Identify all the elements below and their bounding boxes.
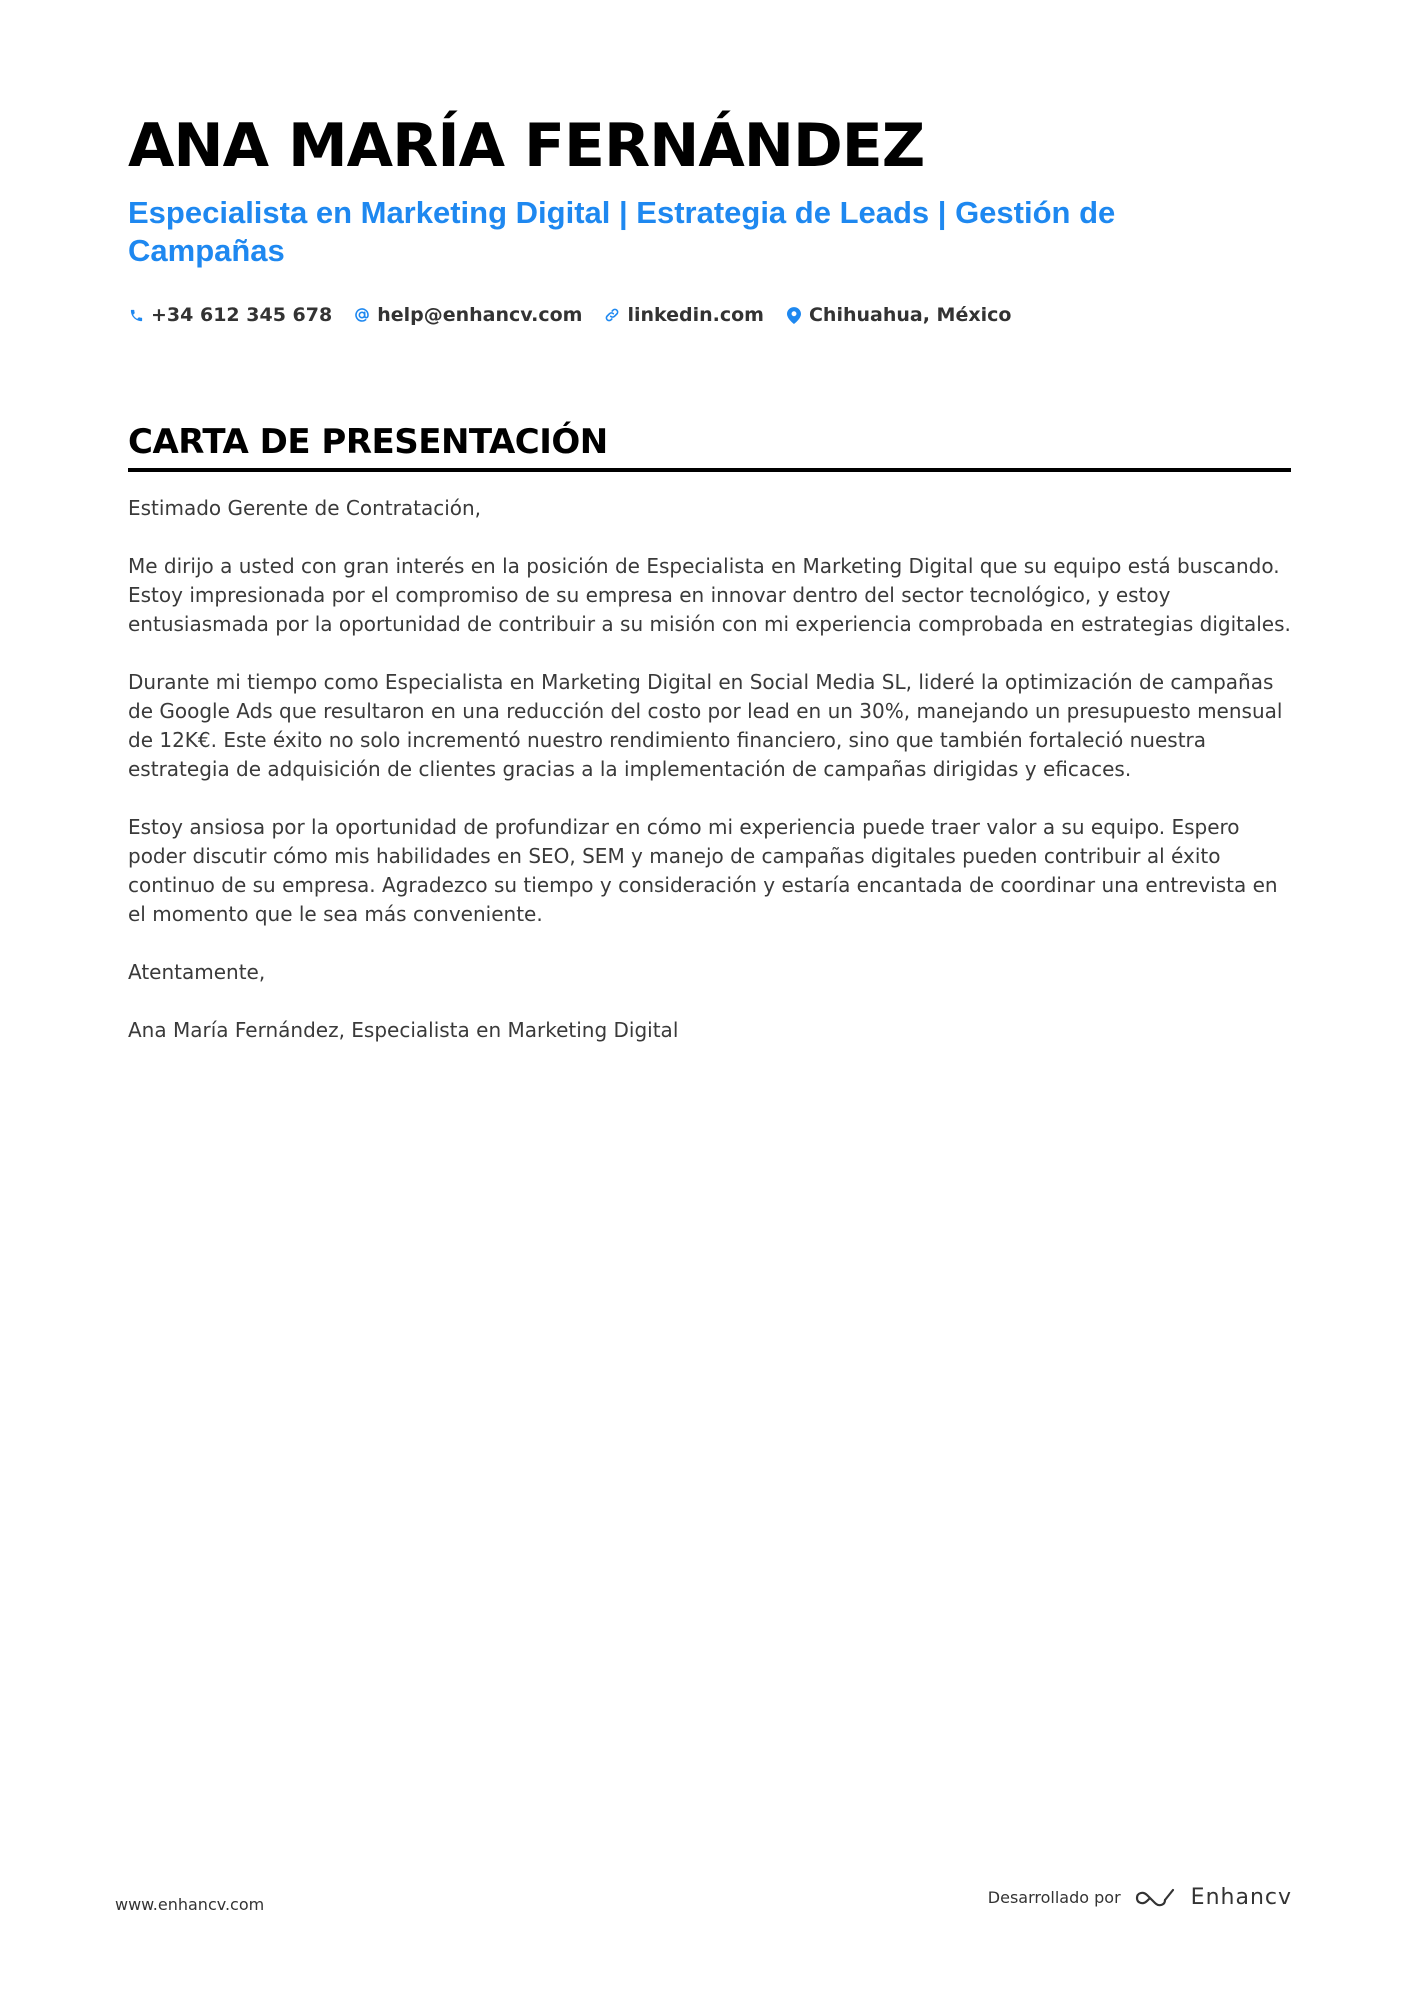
- footer-website[interactable]: www.enhancv.com: [115, 1895, 265, 1914]
- letter-paragraph: Estoy ansiosa por la oportunidad de profundizar en cómo mi experiencia puede traer valor a su equipo. Espero poder discutir cómo mis habilidades en SEO, SEM y manejo de campañas digitales pueden contribuir al éxito continuo de su empresa. Agradezco su tiempo y consideración y estaría encantada de coordinar una entrevista en el momento que le sea más conveniente.: [128, 815, 1278, 926]
- letter-paragraph: Durante mi tiempo como Especialista en Marketing Digital en Social Media SL, lideré la optimización de campañas de Google Ads que resultaron en una reducción del costo por lead en un 30%, manejando un presupuesto mensual de 12K€. Este éxito no solo incrementó nuestro rendimiento financiero, sino que también fortaleció nuestra estrategia de adquisición de clientes gracias a la implementación de campañas dirigidas y eficaces.: [128, 670, 1283, 781]
- contact-phone-label: +34 612 345 678: [151, 304, 333, 326]
- section-divider: [128, 468, 1291, 472]
- phone-icon: [128, 307, 144, 323]
- letter-closing: Atentamente,: [128, 960, 266, 984]
- brand-name[interactable]: Enhancv: [1190, 1885, 1292, 1910]
- footer-branding: [988, 1885, 1292, 1910]
- letter-greeting: Estimado Gerente de Contratación,: [128, 496, 482, 520]
- candidate-name: ANA MARÍA FERNÁNDEZ: [128, 111, 925, 181]
- contact-phone[interactable]: [128, 304, 332, 326]
- contact-bar: [128, 300, 1291, 330]
- link-icon: [604, 307, 620, 323]
- contact-email-label: help@enhancv.com: [377, 304, 583, 326]
- letter-body: [128, 494, 1291, 1045]
- enhancv-logo-icon: [1133, 1886, 1179, 1910]
- letter-signature: Ana María Fernández, Especialista en Marketing Digital: [128, 1018, 679, 1042]
- section-title: CARTA DE PRESENTACIÓN: [128, 422, 608, 462]
- location-pin-icon: [786, 307, 802, 323]
- letter-paragraph: Me dirijo a usted con gran interés en la posición de Especialista en Marketing Digital que su equipo está buscando. Estoy impresionada por el compromiso de su empresa en innovar dentro del sector tecnológico, y estoy entusiasmada por la oportunidad de contribuir a su misión con mi experiencia comprobada en estrategias digitales.: [128, 554, 1291, 636]
- contact-email[interactable]: [354, 304, 582, 326]
- at-icon: [354, 307, 370, 323]
- contact-location: [786, 304, 1011, 326]
- cover-letter-page: [128, 108, 1291, 1074]
- contact-linkedin[interactable]: [604, 304, 764, 326]
- powered-by-label: Desarrollado por: [987, 1888, 1121, 1907]
- contact-linkedin-label: linkedin.com: [627, 304, 764, 326]
- contact-location-label: Chihuahua, México: [808, 304, 1012, 326]
- candidate-title: Especialista en Marketing Digital | Estrategia de Leads | Gestión de Campañas: [128, 195, 1116, 268]
